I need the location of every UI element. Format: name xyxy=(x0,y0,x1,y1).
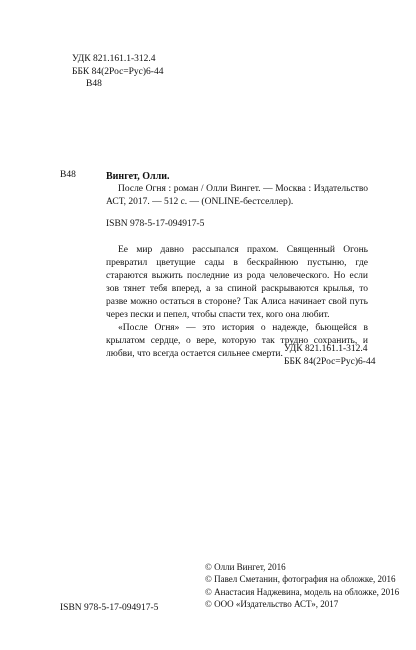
copyright-line: © Павел Сметанин, фотография на обложке, 2016 xyxy=(205,574,396,585)
bottom-classification xyxy=(284,343,375,368)
top-classification xyxy=(72,53,163,91)
catalog-author-sign: В48 xyxy=(60,170,76,180)
copyright-line: © ООО «Издательство АСТ», 2017 xyxy=(205,598,339,609)
catalog-author: Вингет, Олли. xyxy=(106,171,170,182)
copyright-list xyxy=(205,561,399,610)
udk-code: УДК 821.161.1-312.4 xyxy=(72,54,156,64)
bottom-isbn: ISBN 978-5-17-094917-5 xyxy=(60,603,159,613)
catalog-isbn: ISBN 978-5-17-094917-5 xyxy=(106,219,205,229)
catalog-card xyxy=(106,170,368,209)
bbk-code: ББК 84(2Рос=Рус)6-44 xyxy=(72,66,164,77)
author-sign-code: В48 xyxy=(86,79,102,89)
copyright-line: © Олли Вингет, 2016 xyxy=(205,562,286,572)
catalog-description: После Огня : роман / Олли Вингет. — Москва : Издательство АСТ, 2017. — 512 с. — (ONLINE-бестселлер). xyxy=(106,184,368,207)
bbk-code: ББК 84(2Рос=Рус)6-44 xyxy=(284,356,376,367)
udk-code: УДК 821.161.1-312.4 xyxy=(284,344,368,354)
annotation-paragraph: «После Огня» — это история о надежде, бьющейся в крылатом сердце, о вере, которую так трудно сохранить, и любви, что всегда остается сильнее смерти. xyxy=(106,323,368,359)
copyright-line: © Анастасия Наджевина, модель на обложке, 2016 xyxy=(205,586,400,597)
annotation-paragraph: Ее мир давно рассыпался прахом. Священный Огонь превратил цветущие сады в бескрайнюю пустыню, где стараются выжить последние из рода человеческого. Но если зов тянет тебя вперед, а за спиной раскрываются крылья, то разве можно остаться в стороне? Так Алиса начинает свой путь через пески и пепел, чтобы спасти тех, кого она любит. xyxy=(106,245,368,320)
